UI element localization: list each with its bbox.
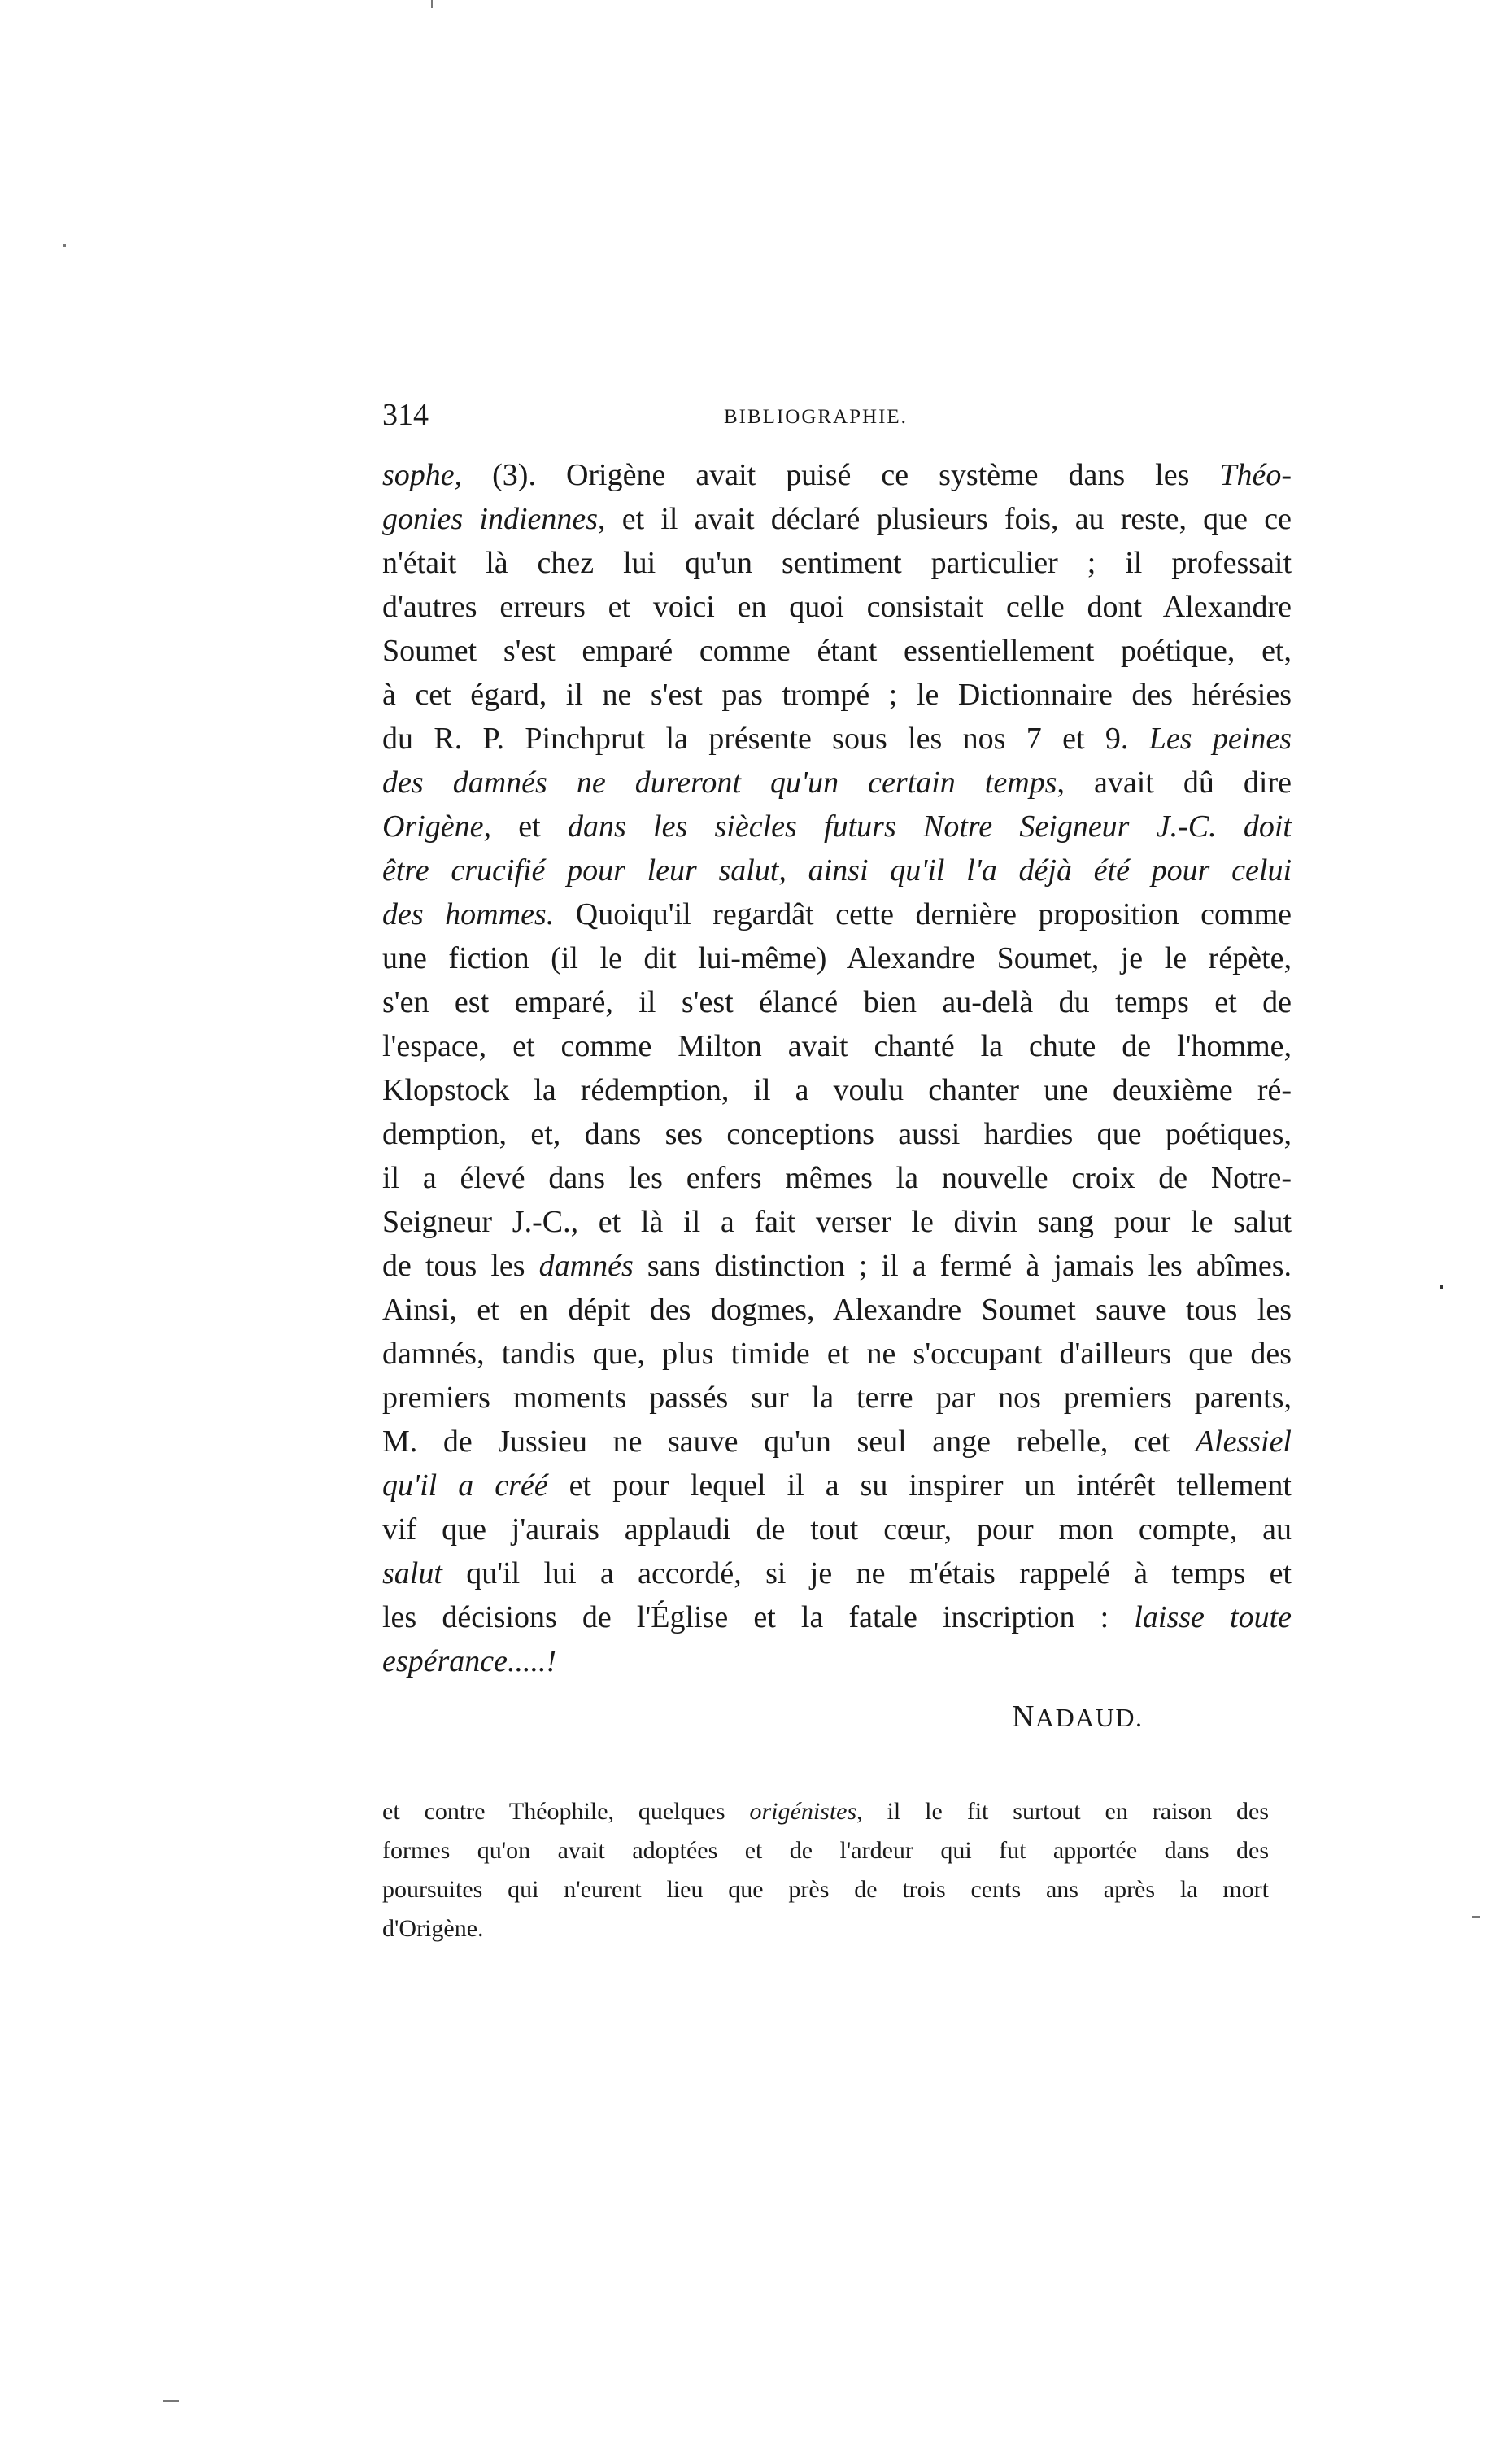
text-line xyxy=(382,1464,1292,1507)
main-text xyxy=(382,453,1292,1683)
italic-run: dans les siècles futurs Notre Seigneur J.-C. doit xyxy=(567,809,1292,844)
signature-rest: ADAUD. xyxy=(1035,1703,1144,1732)
text-line xyxy=(382,1420,1292,1464)
text-line xyxy=(382,1024,1292,1068)
text-line xyxy=(382,1244,1292,1288)
text-line xyxy=(382,453,1292,497)
footnote-line xyxy=(382,1909,1269,1948)
italic-run: salut xyxy=(382,1556,442,1590)
text-line xyxy=(382,673,1292,717)
text-run: les décisions de l'Église et la fatale inscription : xyxy=(382,1600,1135,1634)
text-run: une fiction (il le dit lui-même) Alexandre Soumet, je le répète, xyxy=(382,941,1292,975)
italic-run: être crucifié pour leur salut, ainsi qu'il l'a déjà été pour celui xyxy=(382,853,1292,888)
text-run: sans distinction ; il a fermé à jamais les abîmes. xyxy=(633,1249,1292,1283)
text-line xyxy=(382,1156,1292,1200)
text-run: d'Origène. xyxy=(382,1915,484,1942)
text-run: à cet égard, il ne s'est pas trompé ; le Dictionnaire des hérésies xyxy=(382,678,1292,712)
text-run: premiers moments passés sur la terre par nos premiers parents, xyxy=(382,1381,1292,1415)
italic-run: Origène, xyxy=(382,809,519,844)
text-line xyxy=(382,805,1292,849)
text-run: , et il avait déclaré plusieurs fois, au reste, que ce xyxy=(598,502,1292,536)
text-line xyxy=(382,1507,1292,1551)
text-line xyxy=(382,497,1292,541)
text-line xyxy=(382,892,1292,936)
italic-run: laisse toute xyxy=(1134,1600,1292,1634)
text-run: et pour lequel il a su inspirer un intérêt tellement xyxy=(547,1468,1292,1503)
italic-run: espérance.....! xyxy=(382,1644,557,1678)
text-run: Soumet s'est emparé comme étant essentiellement poétique, et, xyxy=(382,634,1292,668)
text-run: demption, et, dans ses conceptions aussi hardies que poétiques, xyxy=(382,1117,1292,1151)
text-line xyxy=(382,1376,1292,1420)
text-line xyxy=(382,849,1292,892)
scan-speck xyxy=(431,0,433,8)
text-line xyxy=(382,1112,1292,1156)
text-line xyxy=(382,1332,1292,1376)
text-run: l'espace, et comme Milton avait chanté la chute de l'homme, xyxy=(382,1029,1292,1063)
text-line xyxy=(382,761,1292,805)
italic-run: Théo- xyxy=(1219,458,1292,492)
italic-run: Alessiel xyxy=(1195,1425,1292,1459)
text-run: damnés, tandis que, plus timide et ne s'occupant d'ailleurs que des xyxy=(382,1337,1292,1371)
text-line xyxy=(382,1200,1292,1244)
scan-speck xyxy=(1440,1285,1443,1289)
scan-speck xyxy=(63,244,66,247)
text-run: formes qu'on avait adoptées et de l'ardeur qui fut apportée dans des xyxy=(382,1837,1269,1864)
text-run: et xyxy=(518,809,568,844)
text-line xyxy=(382,541,1292,585)
text-run: Quoiqu'il regardât cette dernière proposition comme xyxy=(554,897,1292,932)
text-run: n'était là chez lui qu'un sentiment particulier ; il professait xyxy=(382,546,1292,580)
italic-run: des damnés ne dureront qu'un certain temps xyxy=(382,766,1057,800)
text-line xyxy=(382,1551,1292,1595)
page-number: 314 xyxy=(382,398,429,432)
signature-initial: N xyxy=(1012,1699,1035,1734)
scan-speck xyxy=(1472,1916,1480,1918)
text-line xyxy=(382,980,1292,1024)
text-run: Seigneur J.-C., et là il a fait verser le divin sang pour le salut xyxy=(382,1205,1292,1239)
text-run: M. de Jussieu ne sauve qu'un seul ange rebelle, cet xyxy=(382,1425,1196,1459)
italic-run: sophe, xyxy=(382,458,493,492)
text-line xyxy=(382,1068,1292,1112)
text-run: , il le fit surtout en raison des xyxy=(856,1798,1269,1825)
text-line xyxy=(382,1288,1292,1332)
italic-run: des hommes. xyxy=(382,897,555,932)
footnote-line xyxy=(382,1792,1269,1831)
text-run: et contre Théophile, quelques xyxy=(382,1798,750,1825)
text-run: d'autres erreurs et voici en quoi consistait celle dont Alexandre xyxy=(382,590,1292,624)
text-line xyxy=(382,629,1292,673)
text-run: s'en est emparé, il s'est élancé bien au-delà du temps et de xyxy=(382,985,1292,1019)
italic-run: origénistes xyxy=(749,1798,857,1825)
text-line xyxy=(382,1639,1292,1683)
text-line xyxy=(382,717,1292,761)
text-run: vif que j'aurais applaudi de tout cœur, pour mon compte, au xyxy=(382,1512,1292,1547)
italic-run: qu'il a créé xyxy=(382,1468,548,1503)
text-line xyxy=(382,1595,1292,1639)
footnote xyxy=(382,1792,1269,1948)
italic-run: damnés xyxy=(538,1249,634,1283)
text-run: poursuites qui n'eurent lieu que près de trois cents ans après la mort xyxy=(382,1876,1269,1903)
italic-run: gonies indiennes xyxy=(382,502,599,536)
text-run: de tous les xyxy=(382,1249,539,1283)
text-run: du R. P. Pinchprut la présente sous les nos 7 et 9. xyxy=(382,722,1149,756)
text-run: il a élevé dans les enfers mêmes la nouvelle croix de Notre- xyxy=(382,1161,1292,1195)
text-run: Ainsi, et en dépit des dogmes, Alexandre Soumet sauve tous les xyxy=(382,1293,1292,1327)
text-line xyxy=(382,936,1292,980)
running-head: BIBLIOGRAPHIE. xyxy=(724,406,908,428)
italic-run: Les peines xyxy=(1148,722,1292,756)
footnote-line xyxy=(382,1831,1269,1870)
text-run: (3). Origène avait puisé ce système dans les xyxy=(492,458,1220,492)
text-run: , avait dû dire xyxy=(1057,766,1292,800)
page-header xyxy=(382,391,1292,439)
author-signature xyxy=(1012,1696,1144,1738)
text-run: qu'il lui a accordé, si je ne m'étais rappelé à temps et xyxy=(442,1556,1292,1590)
footnote-line xyxy=(382,1870,1269,1909)
text-line xyxy=(382,585,1292,629)
scan-speck xyxy=(163,2400,179,2402)
text-run: Klopstock la rédemption, il a voulu chanter une deuxième ré- xyxy=(382,1073,1292,1107)
